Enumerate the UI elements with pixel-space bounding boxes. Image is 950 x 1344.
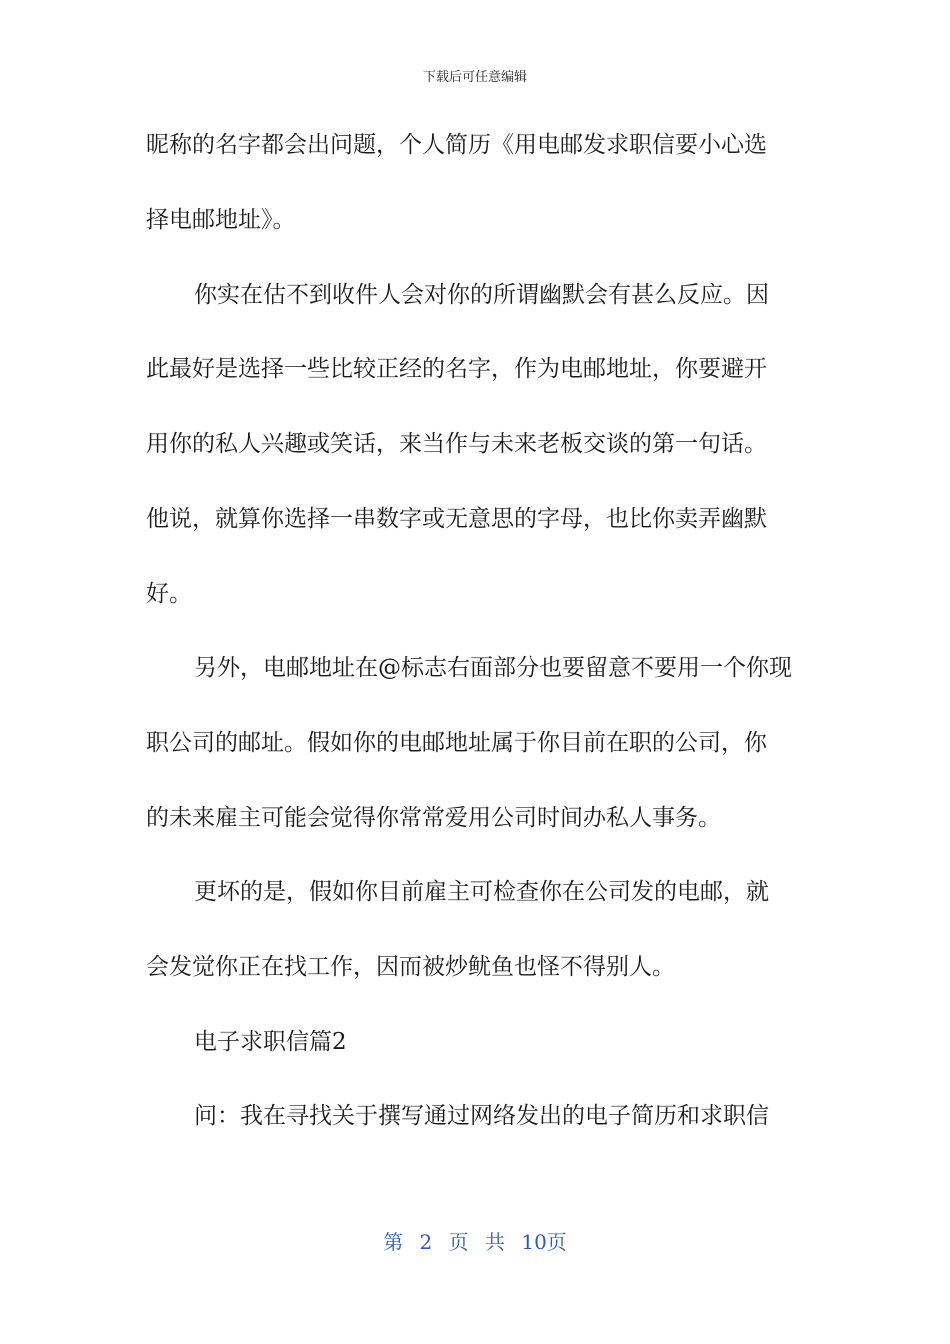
page-header: 下载后可任意编辑 bbox=[422, 70, 527, 85]
text-line-9: 职公司的邮址。假如你的电邮地址属于你目前在职的公司，你 bbox=[146, 730, 767, 756]
text-line-11: 更坏的是，假如你目前雇主可检查你在公司发的电邮，就 bbox=[194, 879, 769, 905]
text-line-1: 昵称的名字都会出问题，个人简历《用电邮发求职信要小心选 bbox=[146, 132, 767, 158]
text-line-10: 的未来雇主可能会觉得你常常爱用公司时间办私人事务。 bbox=[146, 805, 721, 831]
text-line-14: 问：我在寻找关于撰写通过网络发出的电子简历和求职信 bbox=[194, 1103, 769, 1129]
text-line-12: 会发觉你正在找工作，因而被炒鱿鱼也怪不得别人。 bbox=[146, 954, 675, 980]
section-heading: 电子求职信篇2 bbox=[194, 1029, 347, 1055]
text-line-2: 择电邮地址》。 bbox=[146, 207, 296, 233]
text-line-3: 你实在估不到收件人会对你的所谓幽默会有甚么反应。因 bbox=[194, 282, 769, 308]
text-line-7: 好。 bbox=[146, 581, 192, 607]
text-line-8: 另外，电邮地址在@标志右面部分也要留意不要用一个你现 bbox=[194, 655, 792, 681]
text-line-6: 他说，就算你选择一串数字或无意思的字母，也比你卖弄幽默 bbox=[146, 506, 767, 532]
text-line-4: 此最好是选择一些比较正经的名字，作为电邮地址，你要避开 bbox=[146, 356, 767, 382]
page-footer: 第 2 页 共 10页 bbox=[383, 1230, 567, 1254]
text-line-5: 用你的私人兴趣或笑话，来当作与未来老板交谈的第一句话。 bbox=[146, 431, 767, 457]
